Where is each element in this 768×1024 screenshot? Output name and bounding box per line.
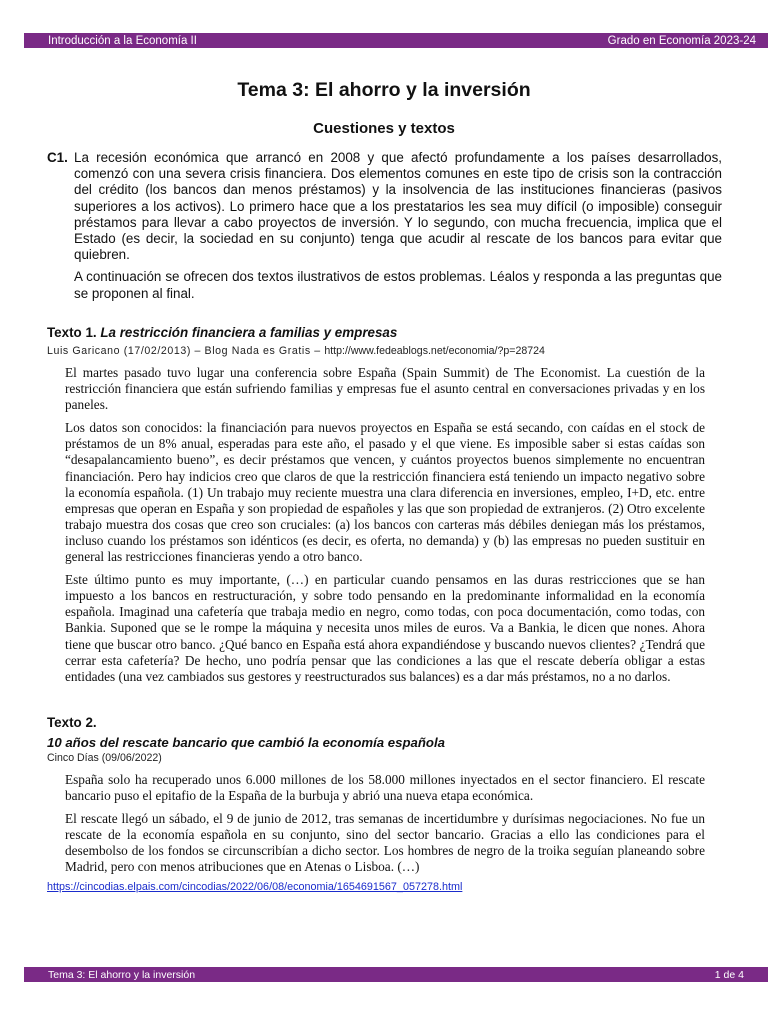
texto1-paragraph: Este último punto es muy importante, (…) en particular cuando pensamos en las duras restricciones que se han impuesto a los bancos en restructuración, y sobre todo pensando en la predominante informalidad en la economía española. Imaginad una cafetería que trabaja medio en negro, como todas, con poca documentación, como todas, con Bankia. Suponed que se le rompe la máquina y necesita unos miles de euros. Va a Bankia, le dicen que nones. Ahora tiene que buscar otro banco. ¿Qué banco en España está ahora expandiéndose y buscando nuevos clientes? ¿Tendrá que cerrar esta cafetería? De hecho, uno podría pensar que las condiciones a las que el rescate debería obligar a estas entidades (una vez cambiados sus gestores y reestructurados sus balances) es a dar más préstamos, no a no darlos.: [65, 572, 705, 684]
header-band: [24, 33, 768, 48]
footer-band: [24, 967, 768, 982]
question-instructions: A continuación se ofrecen dos textos ilustrativos de estos problemas. Léalos y responda a las preguntas que se proponen al final.: [74, 269, 722, 301]
texto2-link[interactable]: https://cincodias.elpais.com/cincodias/2022/06/08/economia/1654691567_057278.html: [47, 881, 463, 893]
degree-name: Grado en Economía 2023-24: [607, 34, 756, 47]
texto1-label: Texto 1.: [47, 325, 97, 340]
texto1-paragraph: El martes pasado tuvo lugar una conferencia sobre España (Spain Summit) de The Economist. La cuestión de la restricción financiera que están sufriendo familias y empresas fue el asunto central en conversaciones privadas y en los paneles.: [65, 365, 705, 413]
course-name: Introducción a la Economía II: [48, 34, 197, 47]
texto2-title: 10 años del rescate bancario que cambió la economía española: [47, 735, 445, 750]
texto2-paragraph: El rescate llegó un sábado, el 9 de junio de 2012, tras semanas de incertidumbre y durísimas negociaciones. No fue un rescate de la economía española en su conjunto, sino del sector bancario. Gracias a ello las condiciones para el desembolso de los fondos se circunscribían a dicho sector. Los hombres de negro de la troika seguían planeando sobre Madrid, pero con menos atribuciones que en Atenas o Lisboa. (…): [65, 811, 705, 875]
texto2-paragraph: España solo ha recuperado unos 6.000 millones de los 58.000 millones inyectados en el sector financiero. El rescate bancario puso el epitafio de la España de la burbuja y abrió una nueva etapa económica.: [65, 772, 705, 804]
texto2-body: [65, 772, 705, 883]
page-number: 1 de 4: [714, 968, 744, 981]
texto1-heading: [47, 325, 397, 340]
texto1-body: [65, 365, 705, 692]
texto1-source: [47, 345, 545, 357]
texto2-label: Texto 2.: [47, 715, 97, 730]
texto1-source-url[interactable]: http://www.fedeablogs.net/economia/?p=28724: [324, 345, 545, 357]
texto1-title: La restricción financiera a familias y empresas: [100, 325, 398, 340]
texto1-paragraph: Los datos son conocidos: la financiación para nuevos proyectos en España se está secando, con caídas en el stock de préstamos de un 8% anual, esperadas para este año, el pasado y el que viene. Es imposible saber si estas caídas son “desapalancamiento bueno”, es decir préstamos que vencen, y cuántos proyectos buenos simplemente no encuentran financiación. Pero hay indicios creo que claros de que la restricción financiera está teniendo un impacto negativo sobre la economía española. (1) Un trabajo muy reciente muestra una clara diferencia en inversiones, empleo, I+D, etc. entre empresas que operan en España y son propiedad de españoles y las que son propiedad de extranjeros. (2) Otro excelente trabajo muestra dos cosas que creo son cruciales: (a) los bancos con carteras más débiles deniegan más los préstamos, incluso cuando los préstamos son idénticos (es decir, es oferta, no demanda) y (b) las empresas no pueden sustituir en general las restricciones financieras yendo a otro banco.: [65, 420, 705, 565]
texto2-source: Cinco Días (09/06/2022): [47, 752, 162, 764]
question-paragraph: La recesión económica que arrancó en 2008 y que afectó profundamente a los países desarrollados, comenzó con una severa crisis financiera. Dos elementos comunes en este tipo de crisis son la contracción del crédito (los bancos dan menos préstamos) y la insolvencia de las instituciones financieras (pasivos superiores a los activos). Lo primero hace que a los prestatarios les sea muy difícil (o imposible) conseguir préstamos para llevar a cabo proyectos de inversión. Y lo segundo, con mucha frecuencia, implica que el Estado (es decir, la sociedad en su conjunto) tenga que acudir al rescate de los bancos para evitar que quiebren.: [74, 150, 722, 263]
question-tag: C1.: [47, 150, 68, 165]
page-title: Tema 3: El ahorro y la inversión: [237, 79, 531, 101]
page-subtitle: Cuestiones y textos: [313, 120, 455, 137]
footer-topic: Tema 3: El ahorro y la inversión: [48, 968, 196, 981]
texto1-source-text: Luis Garicano (17/02/2013) – Blog Nada es Gratis –: [47, 345, 321, 357]
question-c1: [47, 150, 722, 308]
